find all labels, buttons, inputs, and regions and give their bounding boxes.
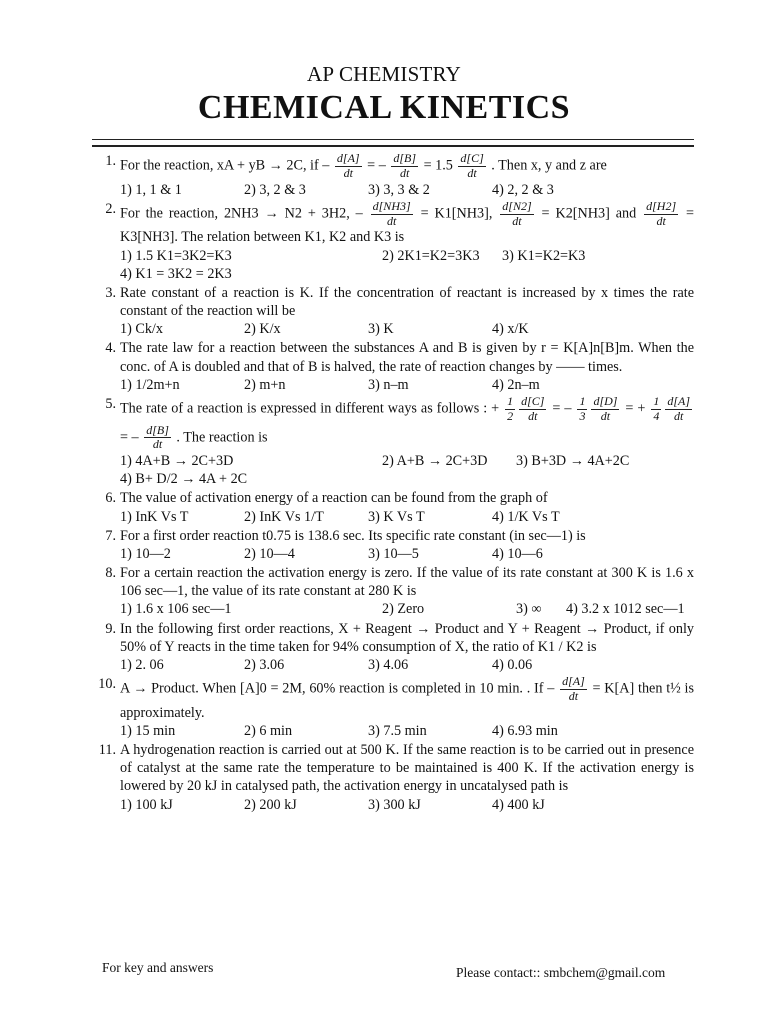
question-5 <box>92 395 694 489</box>
option-2: 2) Zero <box>382 601 425 618</box>
option-1: 1) 2. 06 <box>120 656 164 673</box>
question-stem: For the reaction, 2NH3 → N2 + 3H2, – $\frac{d[NH3]}{dt}$ = K1[NH3], $\frac{d[N2]}{dt}$ = K2[NH3] and $\frac{d[H2]}{dt}$ = K3[NH3]. The relation between K1, K2 and K3 is <box>120 198 695 246</box>
fraction: $\frac{d[A]}{dt}$ <box>562 674 585 703</box>
question-stem: For a certain reaction the activation energy is zero. If the value of its rate constant at 300 K is 1.6 x 106 sec—1, the value of its rate constant at 280 K is <box>120 565 694 600</box>
question-4 <box>92 339 694 394</box>
question-10 <box>92 675 694 740</box>
question-number: 9. <box>105 620 116 637</box>
divider-top <box>92 139 694 140</box>
question-number: 8. <box>105 565 116 582</box>
option-2: 2) 3, 2 & 3 <box>244 181 306 198</box>
option-4: 4) 2, 2 & 3 <box>492 181 554 198</box>
fraction: $\frac{1}{4}$ <box>653 393 660 423</box>
question-stem: The value of activation energy of a reaction can be found from the graph of <box>120 490 548 507</box>
question-stem: A hydrogenation reaction is carried out at 500 K. If the same reaction is to be carried out in presence of catalyst at the same rate the temperature to be maintained is 400 K. If the activation energy is lowered by 20 kJ in catalysed path, the activation energy in uncatalysed path is <box>120 742 694 795</box>
option-3: 3) K Vs T <box>368 508 425 525</box>
subtitle: AP CHEMISTRY <box>307 62 461 86</box>
question-number: 7. <box>105 527 116 544</box>
fraction: $\frac{d[N2]}{dt}$ <box>502 198 532 228</box>
fraction: $\frac{d[A]}{dt}$ <box>667 393 691 423</box>
fraction: $\frac{d[C]}{dt}$ <box>521 393 545 423</box>
question-number: 11. <box>98 742 116 759</box>
option-4: 4) K1 = 3K2 = 2K3 <box>120 265 232 282</box>
option-1: 1) 1/2m+n <box>120 376 180 393</box>
option-2: 2) 2K1=K2=3K3 <box>382 247 480 264</box>
option-2: 2) 10—4 <box>244 545 295 562</box>
fraction: $\frac{d[D]}{dt}$ <box>593 393 618 423</box>
options <box>120 796 694 814</box>
page-header <box>0 62 768 127</box>
option-3: 3) B+3D → 4A+2C <box>516 453 630 470</box>
footer-note: For key and answers <box>102 960 214 975</box>
option-3: 3) ∞ <box>516 601 542 618</box>
option-3: 3) 300 kJ <box>368 796 421 813</box>
divider-bottom <box>92 145 694 147</box>
options <box>120 508 694 526</box>
option-1: 1) 4A+B → 2C+3D <box>120 453 234 470</box>
option-3: 3) K <box>368 321 394 338</box>
option-1: 1) InK Vs T <box>120 508 189 525</box>
question-number: 4. <box>105 340 116 357</box>
option-2: 2) 3.06 <box>244 656 285 673</box>
question-2 <box>92 200 694 283</box>
option-1: 1) 15 min <box>120 722 176 739</box>
option-4: 4) 400 kJ <box>492 796 545 813</box>
question-stem: For the reaction, xA + yB → 2C, if – $\frac{d[A]}{dt}$ = – $\frac{d[B]}{dt}$ = 1.5 $\frac{d[C]}{dt}$ . Then x, y and z are <box>120 151 607 180</box>
option-1: 1) 1.5 K1=3K2=K3 <box>120 247 232 264</box>
question-stem: For a first order reaction t0.75 is 138.6 sec. Its specific rate constant (in sec—1) is <box>120 527 586 544</box>
option-4: 4) B+ D/2 → 4A + 2C <box>120 471 248 488</box>
fraction: $\frac{d[NH3]}{dt}$ <box>372 198 411 228</box>
option-4: 4) 2n–m <box>492 376 540 393</box>
option-3: 3) n–m <box>368 376 409 393</box>
option-2: 2) 6 min <box>244 722 293 739</box>
option-4: 4) 3.2 x 1012 sec—1 <box>566 601 685 618</box>
option-4: 4) 1/K Vs T <box>492 508 560 525</box>
option-3: 3) 10—5 <box>368 545 419 562</box>
option-3: 3) 4.06 <box>368 656 409 673</box>
fraction: $\frac{d[B]}{dt}$ <box>146 422 169 452</box>
question-3 <box>92 284 694 339</box>
options <box>120 376 694 394</box>
question-8 <box>92 564 694 619</box>
options <box>120 600 694 618</box>
options <box>120 452 694 488</box>
question-number: 6. <box>105 490 116 507</box>
option-4: 4) 10—6 <box>492 545 543 562</box>
question-6 <box>92 489 694 525</box>
question-1 <box>92 152 694 199</box>
question-stem: A → Product. When [A]0 = 2M, 60% reaction is completed in 10 min. . If – $\frac{d[A]}{dt}$ = K[A] then t½ is approximately. <box>120 674 695 721</box>
options <box>120 722 694 740</box>
option-2: 2) InK Vs 1/T <box>244 508 324 525</box>
fraction: $\frac{d[A]}{dt}$ <box>336 151 360 180</box>
option-1: 1) 100 kJ <box>120 796 173 813</box>
option-3: 3) K1=K2=K3 <box>502 247 586 264</box>
question-number: 1. <box>105 153 116 169</box>
question-7 <box>92 527 694 563</box>
question-stem: The rate law for a reaction between the substances A and B is given by r = K[A]n[B]m. When the conc. of A is doubled and that of B is halved, the rate of reaction changes by —— times. <box>120 340 694 375</box>
question-number: 3. <box>105 284 116 301</box>
option-2: 2) K/x <box>244 321 281 338</box>
question-stem: In the following first order reactions, X + Reagent → Product and Y + Reagent → Product, if only 50% of Y reacts in the time taken for 94% consumption of X, the ratio of K1 / K2 is <box>120 620 694 655</box>
option-1: 1) Ck/x <box>120 321 163 338</box>
options <box>120 656 694 674</box>
fraction: $\frac{d[B]}{dt}$ <box>393 151 417 180</box>
question-number: 5. <box>105 395 116 412</box>
question-number: 2. <box>105 200 116 217</box>
question-number: 10. <box>98 676 116 693</box>
page-title: CHEMICAL KINETICS <box>197 89 571 126</box>
option-2: 2) A+B → 2C+3D <box>382 453 488 470</box>
question-9 <box>92 620 694 675</box>
question-11 <box>92 741 694 814</box>
option-4: 4) 6.93 min <box>492 722 558 739</box>
option-3: 3) 3, 3 & 2 <box>368 181 430 198</box>
fraction: $\frac{d[H2]}{dt}$ <box>646 198 677 228</box>
options <box>120 247 694 283</box>
option-4: 4) 0.06 <box>492 656 533 673</box>
fraction: $\frac{d[C]}{dt}$ <box>460 151 484 180</box>
option-3: 3) 7.5 min <box>368 722 427 739</box>
option-1: 1) 1, 1 & 1 <box>120 181 182 198</box>
question-stem: The rate of a reaction is expressed in different ways as follows : + $\frac{1}{2}$ $\frac{d[C]}{dt}$ = – $\frac{1}{3}$ $\frac{d[D]}{dt}$ = + $\frac{1}{4}$ $\frac{d[A]}{dt}$ = – $\frac{d[B]}{dt}$ . The reaction is <box>120 393 691 452</box>
option-4: 4) x/K <box>492 321 529 338</box>
fraction: $\frac{1}{3}$ <box>579 393 586 423</box>
option-1: 1) 1.6 x 106 sec—1 <box>120 601 232 618</box>
options <box>120 545 694 563</box>
question-list <box>92 152 694 815</box>
option-1: 1) 10—2 <box>120 545 171 562</box>
footer-contact: Please contact:: smbchem@gmail.com <box>456 965 666 980</box>
question-stem: Rate constant of a reaction is K. If the concentration of reactant is increased by x times the rate constant of the reaction will be <box>120 284 694 320</box>
option-2: 2) 200 kJ <box>244 796 297 813</box>
options <box>120 181 694 199</box>
options <box>120 320 694 338</box>
option-2: 2) m+n <box>244 376 286 393</box>
fraction: $\frac{1}{2}$ <box>507 393 514 423</box>
